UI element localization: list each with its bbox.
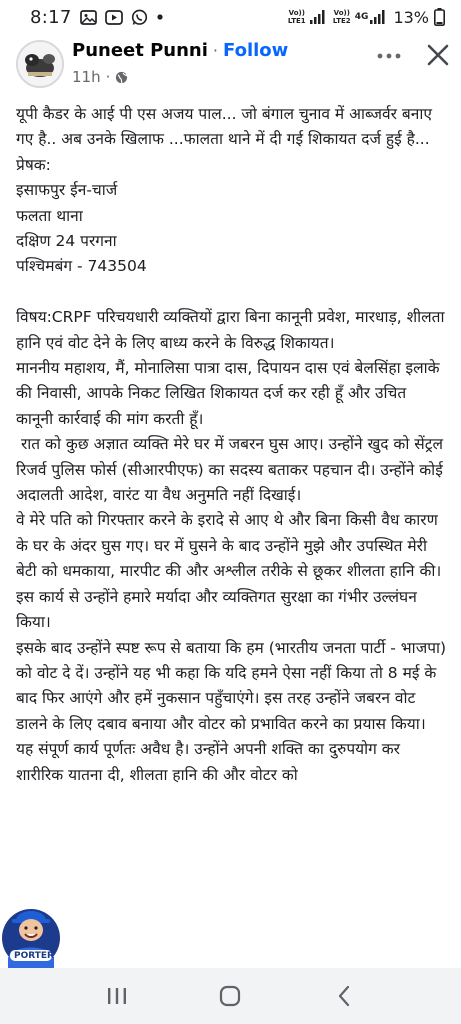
author-row	[72, 40, 288, 61]
avatar[interactable]	[16, 40, 64, 88]
post-paragraph: फलता थाना	[16, 206, 83, 225]
battery-icon	[434, 8, 445, 26]
post-paragraph: प्रेषक:	[16, 155, 51, 174]
post-paragraph: वे मेरे पति को गिरफ्तार करने के इरादे से आए थे और बिना किसी वैध कारण के घर के अंदर घुस गए। घर में घुसने के बाद उन्होंने मुझे और उपस्थित मेरी बेटी को धमकाया, मारपीट की और अश्लील तरीके से छूकर शीलता हानि की। इस कार्य से उन्होंने हमारे मर्यादा और व्यक्तिगत सुरक्षा का गंभीर उल्लंघन किया।	[16, 511, 442, 632]
notification-dot-icon	[156, 13, 164, 21]
system-nav-bar	[0, 968, 461, 1024]
whatsapp-icon	[131, 9, 148, 26]
status-left	[30, 7, 164, 28]
status-time: 8:17	[30, 6, 72, 28]
sim1	[286, 9, 326, 25]
post-header	[0, 34, 461, 94]
signal-icon	[370, 10, 386, 24]
close-icon	[427, 44, 449, 66]
post-paragraph: पश्चिमबंग - 743504	[16, 257, 147, 276]
sim2	[331, 9, 387, 25]
status-bar	[0, 0, 461, 34]
youtube-icon	[105, 9, 123, 26]
back-button[interactable]	[322, 974, 366, 1018]
battery-percent: 13%	[393, 7, 429, 27]
home-button[interactable]	[208, 974, 252, 1018]
post-time[interactable]: 11h	[72, 68, 101, 86]
home-icon	[219, 985, 241, 1007]
author-name[interactable]: Puneet Punni	[72, 40, 208, 61]
post-paragraph: यह संपूर्ण कार्य पूर्णतः अवैध है। उन्होंने अपनी शक्ति का दुरुपयोग कर शारीरिक यातना दी, शीलता हानि की और वोटर को	[16, 740, 401, 784]
porter-ad-bubble[interactable]	[0, 898, 62, 968]
post-paragraph: रात को कुछ अज्ञात व्यक्ति मेरे घर में जबरन घुस आए। उन्होंने खुद को सेंट्रल रिजर्व पुलिस फोर्स (सीआरपीएफ) का सदस्य बताकर पहचान दी। उन्होंने कोई अदालती आदेश, वारंट या वैध अनुमति नहीं दिखाई।	[16, 435, 449, 505]
more-options-icon	[377, 53, 401, 59]
post-paragraph: विषय:CRPF परिचयधारी व्यक्तियों द्वारा बिना कानूनी प्रवेश, मारधाड़, शीलता हानि एवं वोट देने के लिए बाध्य करने के विरुद्ध शिकायत।	[16, 308, 445, 352]
post-paragraph: दक्षिण 24 परगना	[16, 232, 117, 251]
network-type: 4G	[354, 12, 369, 22]
post-body	[16, 102, 448, 788]
sim2-label: Vo)) LTE2	[332, 9, 351, 25]
photo-icon	[80, 9, 97, 26]
recent-apps-button[interactable]	[95, 974, 139, 1018]
separator-dot: ·	[212, 41, 219, 60]
status-right	[286, 8, 445, 27]
globe-icon	[115, 71, 128, 84]
sim1-label: Vo)) LTE1	[287, 9, 306, 25]
post-paragraph: माननीय महाशय, मैं, मोनालिसा पात्रा दास, दिपायन दास एवं बेलसिंहा इलाके की निवासी, आपके निकट लिखित शिकायत दर्ज कर रही हूँ और उचित कानूनी कार्रवाई की मांग करती हूँ।	[16, 359, 440, 428]
close-button[interactable]	[421, 38, 455, 72]
follow-button[interactable]: Follow	[223, 40, 289, 61]
post-paragraph: यूपी कैडर के आई पी एस अजय पाल... जो बंगाल चुनाव में आब्जर्वर बनाए गए है.. अब उनके खिलाफ ...फालता थाने में दी गई शिकायत दर्ज हुई है...	[16, 105, 432, 149]
recent-apps-icon	[106, 986, 128, 1006]
porter-brand-text: PORTER	[14, 951, 54, 961]
back-icon	[337, 985, 351, 1007]
paragraph-spacer	[16, 280, 448, 305]
meta-separator: ·	[105, 68, 111, 86]
signal-icon	[310, 10, 326, 24]
post-paragraph: इसके बाद उन्होंने स्पष्ट रूप से बताया कि हम (भारतीय जनता पार्टी - भाजपा) को वोट दे दें। उन्होंने यह भी कहा कि यदि हमने ऐसा नहीं किया तो 8 मई के बाद फिर आएंगे और हमें नुकसान पहुँचाएंगे। इस तरह उन्होंने जबरन वोट डालने के लिए दबाव बनाया और वोटर को प्रभावित करने का प्रयास किया।	[16, 638, 447, 733]
more-options-button[interactable]	[373, 40, 405, 72]
post-paragraph: इसाफपुर ईन-चार्ज	[16, 181, 118, 200]
meta-row	[72, 68, 128, 86]
